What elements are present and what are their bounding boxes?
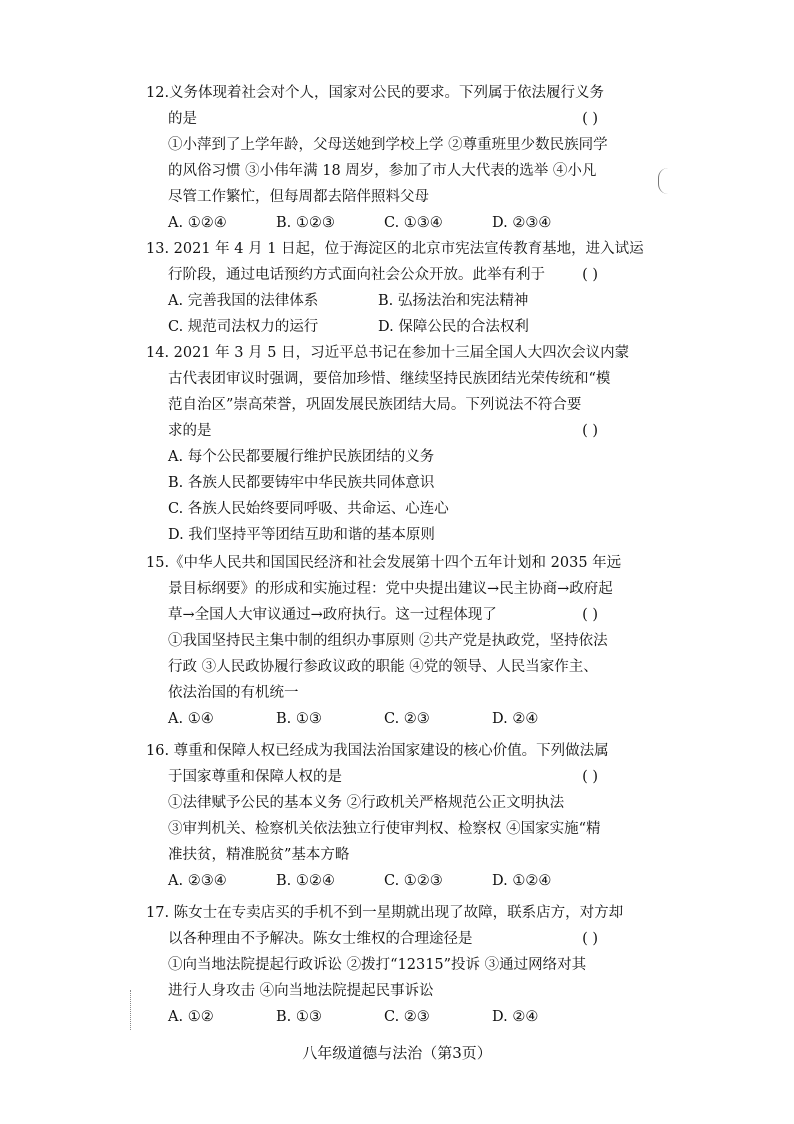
q14-stem-end: 求的是: [168, 423, 212, 439]
q12-item-line-3: 尽管工作繁忙，但每周都去陪伴照料父母: [168, 189, 429, 205]
q17-stem-end: 以各种理由不予解决。陈女士维权的合理途径是: [168, 931, 473, 947]
q16-options: [146, 868, 606, 894]
option-c: C. 规范司法权力的运行: [168, 319, 319, 335]
q13-options-row-2: [146, 314, 606, 340]
option-d: D. ②④: [492, 1009, 539, 1025]
q12-stem-line-1: 12.义务体现着社会对个人，国家对公民的要求。下列属于依法履行义务: [146, 85, 605, 101]
option-c: C. 各族人民始终要同呼吸、共命运、心连心: [168, 501, 449, 517]
q13-options-row-1: [146, 288, 606, 314]
option-b: B. ①③: [276, 711, 322, 727]
margin-dots: [130, 990, 132, 1030]
option-b: B. 弘扬法治和宪法精神: [378, 293, 529, 309]
q15-stem-line-3: [146, 602, 606, 628]
q12-stem-end: 的是: [168, 111, 197, 127]
q12-item-line-1: ①小萍到了上学年龄，父母送她到学校上学 ②尊重班里少数民族同学: [168, 137, 608, 153]
scan-mark: [658, 168, 669, 194]
option-d: D. 我们坚持平等团结互助和谐的基本原则: [168, 527, 435, 543]
q16-item-line-1: ①法律赋予公民的基本义务 ②行政机关严格规范公正文明执法: [168, 795, 565, 811]
option-a: A. ①②④: [168, 215, 227, 231]
option-a: A. ①②: [168, 1009, 214, 1025]
q15-stem-end: 草→全国人大审议通过→政府执行。这一过程体现了: [168, 607, 497, 623]
option-d: D. ②④: [492, 711, 539, 727]
q15-options: [146, 706, 606, 732]
q12-stem-line-2: [146, 106, 606, 132]
q17-stem-line-2: [146, 926, 606, 952]
q14-stem-line-4: [146, 418, 606, 444]
option-c: C. ②③: [384, 711, 430, 727]
answer-paren: ( ): [582, 607, 598, 623]
q17-stem-line-1: 17. 陈女士在专卖店买的手机不到一星期就出现了故障，联系店方，对方却: [146, 905, 624, 921]
option-d: D. ②③④: [492, 215, 552, 231]
option-c: C. ①②③: [384, 873, 443, 889]
q16-stem-end: 于国家尊重和保障人权的是: [168, 769, 342, 785]
q13-stem-line-1: 13. 2021 年 4 月 1 日起，位于海淀区的北京市宪法宣传教育基地，进入试运: [146, 241, 644, 257]
q14-stem-line-1: 14. 2021 年 3 月 5 日，习近平总书记在参加十三届全国人大四次会议内蒙: [146, 345, 630, 361]
q16-item-line-3: 准扶贫，精准脱贫”基本方略: [168, 847, 350, 863]
q14-stem-line-2: 古代表团审议时强调，要倍加珍惜、继续坚持民族团结光荣传统和“模: [168, 371, 611, 387]
answer-paren: ( ): [582, 423, 598, 439]
option-c: C. ②③: [384, 1009, 430, 1025]
question-14: [146, 340, 630, 548]
question-15: [146, 550, 622, 732]
q13-stem-end: 行阶段，通过电话预约方式面向社会公众开放。此举有利于: [168, 267, 545, 283]
q14-stem-line-3: 范自治区”崇高荣誉，巩固发展民族团结大局。下列说法不符合要: [168, 397, 582, 413]
q16-item-line-2: ③审判机关、检察机关依法独立行使审判权、检察权 ④国家实施“精: [168, 821, 601, 837]
q17-item-line-2: 进行人身攻击 ④向当地法院提起民事诉讼: [168, 983, 434, 999]
q16-stem-line-2: [146, 764, 606, 790]
q15-stem-line-1: 15.《中华人民共和国国民经济和社会发展第十四个五年计划和 2035 年远: [146, 555, 622, 571]
option-a: A. ①④: [168, 711, 214, 727]
answer-paren: ( ): [582, 769, 598, 785]
answer-paren: ( ): [582, 111, 598, 127]
option-b: B. ①③: [276, 1009, 322, 1025]
question-16: [146, 738, 609, 894]
q15-item-line-2: 行政 ③人民政协履行参政议政的职能 ④党的领导、人民当家作主、: [168, 659, 598, 675]
option-d: D. 保障公民的合法权利: [378, 319, 529, 335]
q12-item-line-2: 的风俗习惯 ③小伟年满 18 周岁，参加了市人大代表的选举 ④小凡: [168, 163, 597, 179]
q17-item-line-1: ①向当地法院提起行政诉讼 ②拨打“12315”投诉 ③通过网络对其: [168, 957, 587, 973]
option-b: B. ①②③: [276, 215, 335, 231]
q16-stem-line-1: 16. 尊重和保障人权已经成为我国法治国家建设的核心价值。下列做法属: [146, 743, 609, 759]
option-a: A. 完善我国的法律体系: [168, 293, 319, 309]
q15-item-line-3: 依法治国的有机统一: [168, 685, 299, 701]
q13-stem-line-2: [146, 262, 606, 288]
question-13: [146, 236, 644, 340]
page-footer: 八年级道德与法治（第3页）: [302, 1044, 492, 1062]
answer-paren: ( ): [582, 931, 598, 947]
answer-paren: ( ): [582, 267, 598, 283]
option-d: D. ①②④: [492, 873, 552, 889]
q17-options: [146, 1004, 606, 1030]
option-b: B. ①②④: [276, 873, 335, 889]
question-17: [146, 900, 624, 1030]
option-c: C. ①③④: [384, 215, 443, 231]
option-a: A. ②③④: [168, 873, 227, 889]
question-12: [146, 80, 606, 236]
q15-item-line-1: ①我国坚持民主集中制的组织办事原则 ②共产党是执政党，坚持依法: [168, 633, 608, 649]
option-a: A. 每个公民都要履行维护民族团结的义务: [168, 449, 435, 465]
q15-stem-line-2: 景目标纲要》的形成和实施过程：党中央提出建议→民主协商→政府起: [168, 581, 613, 597]
option-b: B. 各族人民都要铸牢中华民族共同体意识: [168, 475, 435, 491]
q12-options: [146, 210, 606, 236]
